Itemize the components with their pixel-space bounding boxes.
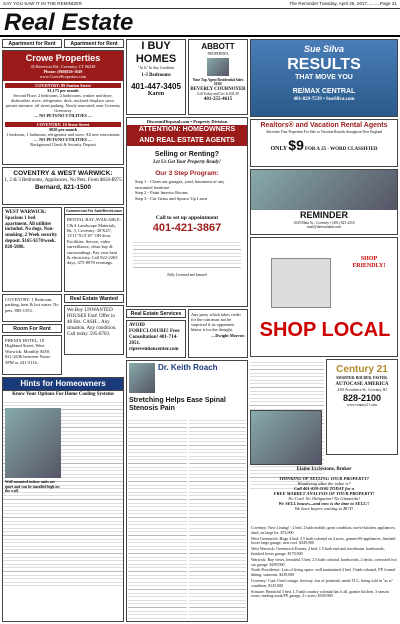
realtors-ad — [250, 119, 398, 167]
crowe-name: Crowe Properties — [25, 53, 101, 63]
cov89-desc: Second Floor: 2 bedrooms, 2 bathrooms, washer and dryer, dishwasher, stove, refrigerator, deck, enclosed fireplace stove, private entrance, off street parking. Newly renovated, near Coventry Greenway — [5, 92, 121, 114]
discount-foot: Fully Licensed and Insured — [167, 272, 207, 277]
crowe-header — [3, 51, 123, 81]
quote-author: —Dwight Morrow — [211, 332, 245, 338]
listing-7: Scituate: Beautiful 3 bed, 1.5 bath country colonial has it all, granite kitchen, 3 season room, reading nook/FP, garage, 2+ acres. $339,900 — [251, 588, 389, 599]
hints-article — [2, 377, 124, 622]
shop-local-label: SHOP LOCAL — [251, 318, 398, 342]
sue-phone: 401-829-7539 • SueSilva.com — [293, 96, 355, 102]
c21-web: www.century21.com — [347, 403, 377, 408]
hints-text-col2 — [63, 399, 123, 589]
wanted-desc: We Buy UNWANTED HOUSES Fast! Offer in 48 Hrs. CASH... Any situation. Any condition. Call today. 595-8703. — [67, 308, 117, 337]
discount-step1: Step 1 - Clean out garages, yard, basement of any unwanted furniture — [135, 179, 225, 190]
listing-3: West Warwick: Greenwich Estates, 2 bed, 1.5 bath end unit townhouse, hardwoods, finished lower garage. $179,900 — [251, 546, 385, 556]
cov10-foot: Background Check & Security Deposit — [30, 142, 96, 148]
hints-caption: Wall-mounted indoor units are quiet and can be installed high on the wall. — [5, 480, 60, 494]
cov89-note: — NO PETS/NO UTILITIES — — [33, 113, 93, 119]
realtors-title: Realtors® and Vacation Rental Agents — [260, 122, 388, 129]
cov10-desc: 1 bedroom, 1 bathroom, refrigerator and stove. All new renovations — [6, 132, 120, 138]
sue-results: RESULTS — [287, 55, 361, 73]
c21-office: AUTOCASE AMERICA — [335, 382, 389, 388]
apartment-head-2-text: Apartment for Rent — [70, 41, 118, 47]
header-left-text: SAY YOU SAW IT IN THE REMINDER — [3, 1, 82, 6]
crowe-address: 45 Reservoir Rd., Coventry, CT 06238 — [30, 63, 96, 69]
west-warwick-ad — [2, 207, 62, 292]
listing-1: Coventry: New Listing! - 2 bed, 2 bath mobile, great condition, eat-in-kitchen, appliances, shed, on large lot. $74,900 — [251, 525, 396, 535]
reminder-mail: mail@theremindar.com — [307, 225, 341, 230]
discount-question: Selling or Renting? — [154, 151, 220, 159]
cww-phone: Bernard, 821-1500 — [34, 183, 91, 191]
c21-listings — [251, 526, 397, 600]
cov10-listing — [3, 120, 123, 149]
crowe-properties-ad — [2, 50, 124, 165]
doctor-photo — [129, 363, 155, 393]
discount-banner1: ATTENTION: HOMEOWNERS — [127, 125, 247, 135]
ww-title: WEST WARWICK: — [5, 210, 47, 215]
thinking-l6: We SELL houses...and now is the time to SELL!! — [278, 501, 370, 506]
ibuy-line2: HOMES — [135, 53, 177, 66]
abbott-phone: 401-255-4615 — [203, 96, 233, 102]
i-buy-homes-ad — [126, 39, 186, 115]
realtors-only: ONLY — [270, 145, 288, 152]
room-for-rent-head — [2, 324, 62, 333]
thinking-block — [250, 476, 398, 511]
abbott-line2: Call Today and Get It SOLD! — [196, 92, 240, 97]
apartment-head-1 — [2, 39, 62, 48]
services-head — [126, 309, 186, 318]
cov89-price: $1,175 per month — [47, 87, 79, 93]
page-title: Real Estate — [4, 9, 134, 36]
sue-sub: THAT MOVE YOU — [295, 73, 353, 81]
room-head-text: Room For Rent — [13, 326, 51, 332]
coventry-bedroom-ad — [2, 294, 62, 322]
shop-local-ad — [250, 237, 398, 357]
thinking-l5: No Cost! No Obligation! No Gimmicks! — [288, 496, 360, 501]
abbott-properties-ad — [188, 39, 248, 115]
reminder-name: REMINDER — [299, 210, 348, 220]
thinking-l2: Wondering what the value is? — [297, 481, 351, 486]
reese-text-col1 — [128, 417, 187, 622]
thinking-l7: We have buyers waiting to BUY! — [294, 506, 354, 511]
dwight-quote — [188, 309, 248, 358]
apartment-head-2 — [64, 39, 124, 48]
realtors-price: $9 — [288, 136, 304, 153]
thinking-l1: THINKING OF SELLING YOUR PROPERTY? — [278, 476, 370, 481]
cov10-title: COVENTRY: 10 Stone Street — [5, 122, 121, 127]
avoid-foreclosure-ad — [126, 320, 186, 358]
discount-phone: 401-421-3867 — [152, 221, 222, 234]
hints-title: Hints for Homeowners — [3, 378, 123, 391]
avoid-desc: AVOID FORECLOSURE! Free Consultation! 401-714-2051. ripreventioncenter.com — [129, 323, 180, 352]
abbott-agent: BEVERLY COURNOYER — [190, 86, 246, 92]
reminder-address: 1049 Main St., Coventry • (401) 821-2216 — [293, 220, 355, 225]
sue-name: Sue Silva — [303, 44, 345, 54]
reminder-photo — [251, 170, 397, 210]
discount-site: DiscountDisposal.com • Property Division — [146, 119, 228, 124]
abbott-line1: Your Top Agent Residential Sales 2016! — [192, 77, 244, 87]
century21-ad — [326, 359, 398, 455]
storefront-illustration — [271, 258, 331, 308]
realtors-line: Advertise Your Properties For Sale or Vacation Rentals throughout New England — [265, 130, 383, 135]
c21-address: 2301 Providence St., Coventry, RI — [337, 388, 387, 393]
services-head-text: Real Estate Services — [130, 311, 182, 317]
commercial-desc: RENTAL BAY AVAILABLE: C&A Landscape Materials, Rt. 3, Coventry. 30'X25', 13'11"X13'10" OH door. Facilities. Secure, video surveillance, clean bay & surroundings. Pay own heat & electricity. Call 822-2265 days, 475-8978 evenings. — [67, 217, 121, 266]
discount-banner2: AND REAL ESTATE AGENTS — [127, 136, 247, 146]
realtors-words: 25 - WORD CLASSIFIED — [321, 146, 378, 152]
page-header-bar — [0, 0, 400, 9]
cww-desc: 1, 2 & 3 Bedrooms, Appliances, No Pets. From $650-$975 — [4, 177, 122, 183]
c21-sub: SMARTER. BOLDER. FASTER. — [336, 376, 388, 380]
apartment-head-1-text: Apartment for Rent — [8, 41, 56, 47]
real-estate-wanted-head — [64, 294, 124, 303]
cww-title: COVENTRY & WEST WARWICK: — [13, 170, 113, 177]
crowe-phone: Phone: (860)826-1649 — [43, 68, 83, 74]
ww-desc: Spacious 1 bed apartment. All utilities included. No dogs. Non-smoking. 2 Week security deposit. $165-$170/week. 828-5886. — [5, 215, 58, 250]
ibuy-line3: "As Is" In Any Condition — [137, 66, 175, 71]
discount-disposal-ad — [126, 117, 248, 307]
discount-program: Our 3 Step Program: — [155, 169, 219, 177]
ibuy-line1: I BUY — [141, 40, 171, 52]
wanted-head-text: Real Estate Wanted — [70, 296, 118, 302]
phenix-desc: PHENIX HOTEL, 18 Highland Street, West Warwick: Monthly $450. 821-2636 between Noon-5PM or 241-5116. — [5, 338, 51, 365]
c21-phone: 828-2100 — [342, 392, 382, 403]
column-name: Dr. Keith Roach — [158, 363, 218, 372]
cov89-listing — [3, 81, 123, 120]
listing-5: North Providence: Lots of living space, well maintained 4 bed, 3 bath colonial, FP, formal dining, sunroom. $239,000 — [251, 567, 395, 578]
commercial-ad — [64, 207, 124, 292]
realtors-for: FOR A — [304, 146, 321, 152]
sue-brand: RE/MAX CENTRAL — [292, 88, 356, 96]
hints-sub: Know Your Options For Home Cooling Systems — [12, 391, 114, 397]
masthead — [0, 9, 400, 37]
listing-4: Warwick: Bay views, beautiful 3 bed, 2.5 bath colonial, hardwoods, 2 decks, oversized two car garage. $299,900 — [251, 556, 397, 567]
quote-text: Any party which takes credit for the rain must not be surprised if its opponents blame it for the drought. — [191, 312, 241, 333]
header-right-text: The Reminder Tuesday, April 25, 2017..........Page 21 — [289, 1, 397, 6]
ibuy-line4: 1-3 Bedrooms — [141, 72, 171, 78]
abbott-name: ABBOTT — [201, 42, 235, 51]
reese-title: Stretching Helps Ease Spinal Stenosis Pain — [129, 397, 226, 413]
crowe-web: www.CroweProperties.com — [39, 73, 87, 79]
discount-step3: Step 3 - Cut Grass and Spruce Up Lawn — [135, 195, 208, 201]
phenix-hotel-ad — [2, 335, 62, 375]
c21-agent: Elaine Ecclestone, Broker — [296, 467, 352, 472]
c21-brand: Century 21 — [336, 364, 388, 375]
reminder-ad — [250, 169, 398, 235]
commercial-head: Commercial For Sale/Rent/Lease — [65, 208, 123, 215]
listing-2: West Greenwich: Huge 4 bed, 3.5 bath colonial on 4 acres, granite/SS appliances, finished lower large garage, new roof. $349,900 — [251, 535, 396, 546]
thinking-l4: FREE MARKET ANALYSIS OF YOUR PROPERTY! — [273, 491, 375, 496]
broker-photo — [250, 410, 322, 465]
shop-friendly: SHOP FRIENDLY! — [352, 256, 386, 270]
thinking-l3: Call 401-828-2100 TODAY for a — [293, 486, 354, 491]
discount-call: Call to set up appointment — [155, 214, 219, 221]
ac-unit-photo — [5, 408, 61, 478]
reese-article — [126, 360, 248, 622]
wanted-ad — [64, 305, 124, 355]
ibuy-name: Karen — [147, 91, 165, 98]
cov10-price: $820 per month — [48, 127, 78, 133]
remax-sue-silva-ad — [250, 39, 398, 117]
cov1-desc: COVENTRY: 1 Bedroom, parking, heat & hot water. No pets. 885-1353. — [5, 297, 59, 313]
discount-question2: Let Us Get Your Property Ready! — [153, 159, 221, 165]
listing-6: Coventry: Cute 3 bed cottage, freeway, lots of potential, needs TLC, being sold in "as is" condition. $125,000 — [251, 577, 394, 588]
cov10-note: — NO PETS/NO UTILITIES — — [33, 137, 93, 143]
reese-text-col2 — [189, 417, 246, 622]
abbott-sub: PROPERTIES — [207, 51, 229, 56]
coventry-west-warwick-ad — [2, 167, 124, 205]
agent-photo — [207, 58, 229, 76]
ibuy-phone: 401-447-3405 — [131, 81, 181, 91]
cov89-title: COVENTRY: 89 Station Street — [5, 83, 121, 88]
discount-step2: Step 2 - Paint Interior Rooms — [135, 190, 188, 196]
